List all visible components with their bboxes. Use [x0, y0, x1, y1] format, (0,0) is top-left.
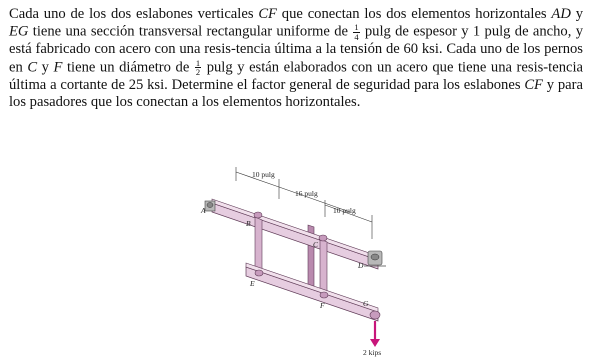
structure-figure: [200, 165, 390, 357]
label-e: E: [250, 279, 255, 288]
label-d: D: [358, 261, 364, 270]
pin-g: [370, 311, 380, 319]
label-f: F: [320, 301, 325, 310]
dim-label-2: 16 pulg: [295, 189, 318, 198]
label-a: A: [201, 206, 206, 215]
load-label: 2 kips: [363, 348, 382, 357]
fraction-diameter: $\frac{1}{2}$: [195, 57, 201, 78]
member-cf-ref-2: CF: [524, 76, 543, 93]
pin-c-ref: C: [27, 59, 38, 76]
label-b: B: [246, 219, 251, 228]
pin-e: [255, 270, 263, 276]
member-ad-ref: AD: [551, 6, 571, 22]
dim-label-1: 10 pulg: [252, 170, 275, 179]
load-arrow: [370, 321, 380, 347]
pin-b: [254, 212, 262, 218]
structure-diagram: [200, 165, 390, 357]
pin-f-ref: F: [53, 59, 63, 76]
fraction-thickness: $\frac{1}{4}$: [354, 22, 359, 42]
pin-c: [319, 235, 327, 241]
member-cf-ref: CF: [258, 6, 277, 22]
problem-statement: Cada uno de los dos eslabones verticales CF que conectan los dos elementos horizontales AD y EG tiene una sección transversal rectangular uniforme de $\frac{1}{4}$ pulg de espesor y 1 pulg de ancho, y está fabricado con acero con una resis-tencia última a la tensión de 60 ksi. Cada uno de los pernos en C y F tiene un diámetro de $\frac{1}{2}$ pulg y están elaborados con un acero que tiene una resis-tencia última a cortante de 25 ksi. Determine el factor general de seguridad para los eslabones CF y para los pasadores que los conectan a los elementos horizontales.: [9, 6, 584, 110]
label-c: C: [313, 240, 319, 249]
label-g: G: [363, 299, 369, 308]
pin-f: [320, 292, 328, 298]
member-eg-ref: EG: [9, 23, 29, 40]
dim-label-3: 10 pulg: [333, 206, 356, 215]
support-a: [205, 201, 215, 211]
